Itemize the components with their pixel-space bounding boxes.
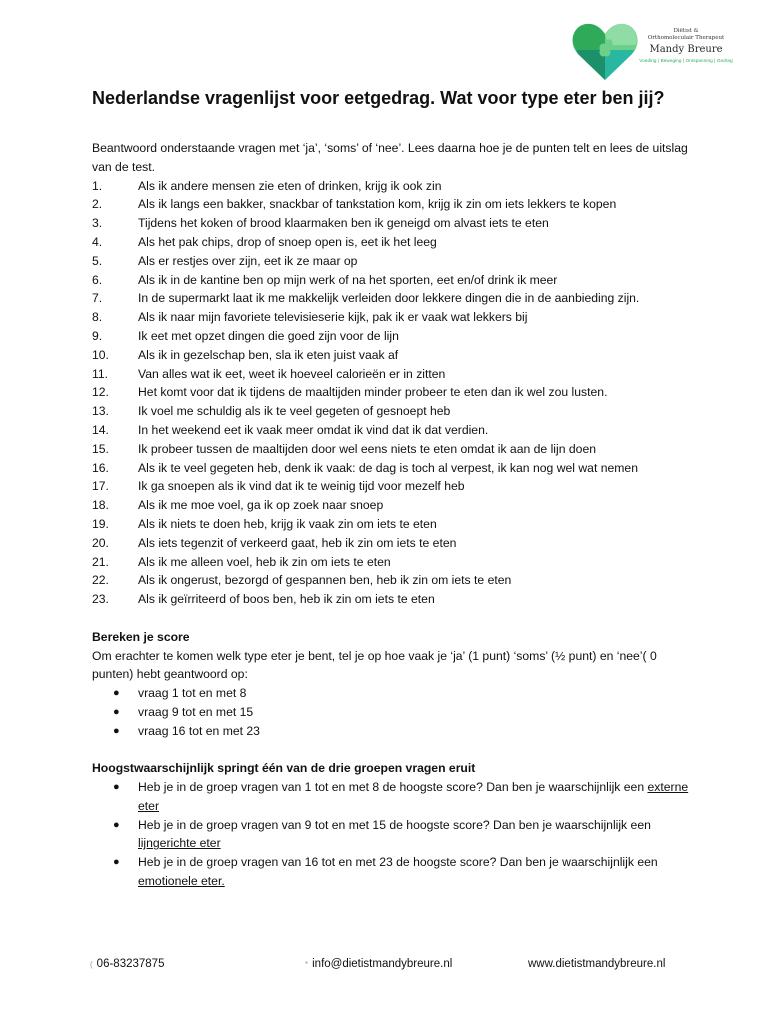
question-item (92, 365, 692, 384)
question-number: 14. (92, 422, 109, 437)
question-item (92, 327, 692, 346)
result-text-before: Heb je in de groep vragen van 1 tot en met 8 de hoogste score? Dan ben je waarschijnlijk een (138, 780, 648, 795)
question-number: 2. (92, 197, 103, 212)
question-text: Ik eet met opzet dingen die goed zijn voor de lijn (138, 328, 399, 343)
question-item (92, 402, 692, 421)
bullet-icon: ● (113, 818, 120, 831)
result-bullet-text (138, 853, 692, 891)
question-item (92, 553, 692, 572)
question-number: 6. (92, 272, 103, 287)
result-bullet-text (138, 816, 692, 854)
question-number: 8. (92, 310, 103, 325)
question-text: Het komt voor dat ik tijdens de maaltijden minder probeer te eten dan ik wel zou lusten. (138, 385, 608, 400)
question-item (92, 346, 692, 365)
question-text: Ik voel me schuldig als ik te veel gegeten of gesnoept heb (138, 404, 451, 419)
question-number: 12. (92, 385, 109, 400)
question-number: 10. (92, 347, 109, 362)
question-number: 19. (92, 516, 109, 531)
question-text: Als ik geïrriteerd of boos ben, heb ik zin om iets te eten (138, 592, 435, 607)
score-bullet-list (92, 684, 692, 740)
question-number: 21. (92, 554, 109, 569)
question-number: 20. (92, 535, 109, 550)
question-number: 15. (92, 441, 109, 456)
question-text: Ik ga snoepen als ik vind dat ik te weinig tijd voor mezelf heb (138, 479, 465, 494)
question-text: Als het pak chips, drop of snoep open is, eet ik het leeg (138, 234, 437, 249)
question-item (92, 214, 692, 233)
footer-website: www.dietistmandybreure.nl (528, 958, 666, 970)
question-number: 11. (92, 366, 109, 381)
question-number: 22. (92, 573, 109, 588)
score-bullet-text: vraag 9 tot en met 15 (138, 704, 254, 719)
bullet-icon: ● (113, 705, 120, 718)
result-bullet (92, 816, 692, 854)
question-list (92, 177, 692, 609)
question-text: Als ik me moe voel, ga ik op zoek naar snoep (138, 498, 384, 513)
score-heading: Bereken je score (92, 629, 190, 644)
question-text: Als ik in de kantine ben op mijn werk of na het sporten, eet en/of drink ik meer (138, 272, 558, 287)
score-bullet-text: vraag 1 tot en met 8 (138, 686, 247, 701)
question-number: 5. (92, 253, 103, 268)
logo-name: Mandy Breure (649, 44, 723, 55)
heart-puzzle-logo-icon (570, 18, 640, 84)
logo-tagline: Voeding | Beweging | Ontspanning | Gedrag (639, 58, 733, 63)
document-body (92, 139, 692, 891)
footer-email (305, 958, 452, 970)
question-item (92, 233, 692, 252)
question-item (92, 271, 692, 290)
question-number: 3. (92, 216, 103, 231)
score-bullet (92, 703, 692, 722)
question-number: 16. (92, 460, 109, 475)
question-text: Van alles wat ik eet, weet ik hoeveel calorieën er in zitten (138, 366, 446, 381)
eater-type-link[interactable]: emotionele eter. (138, 874, 225, 889)
result-heading: Hoogstwaarschijnlijk springt één van de drie groepen vragen eruit (92, 761, 476, 776)
logo-line-1: Diëtist & (673, 28, 699, 34)
question-number: 7. (92, 291, 103, 306)
question-text: Ik probeer tussen de maaltijden door wel eens niets te eten omdat ik aan de lijn doen (138, 441, 596, 456)
question-text: Als ik langs een bakker, snackbar of tankstation kom, krijg ik zin om iets lekkers te kopen (138, 197, 617, 212)
question-item (92, 571, 692, 590)
result-text-before: Heb je in de groep vragen van 16 tot en met 23 de hoogste score? Dan ben je waarschijnlijk een (138, 855, 658, 870)
question-text: Als ik niets te doen heb, krijg ik vaak zin om iets te eten (138, 516, 437, 531)
question-text: In het weekend eet ik vaak meer omdat ik vind dat ik dat verdien. (138, 422, 489, 437)
question-number: 9. (92, 328, 103, 343)
result-bullet (92, 853, 692, 891)
question-text: Als ik me alleen voel, heb ik zin om iets te eten (138, 554, 391, 569)
question-item (92, 477, 692, 496)
question-text: Als er restjes over zijn, eet ik ze maar op (138, 253, 358, 268)
question-item (92, 534, 692, 553)
logo-line-2: Orthomoleculair Therapeut (647, 35, 725, 41)
question-text: Als ik naar mijn favoriete televisieserie kijk, pak ik er vaak wat lekkers bij (138, 310, 528, 325)
question-number: 23. (92, 592, 109, 607)
phone-number: 06-83237875 (96, 958, 165, 970)
question-number: 18. (92, 498, 109, 513)
question-number: 17. (92, 479, 109, 494)
result-text-before: Heb je in de groep vragen van 9 tot en met 15 de hoogste score? Dan ben je waarschijnlijk een (138, 817, 651, 832)
score-bullet (92, 684, 692, 703)
question-text: Tijdens het koken of brood klaarmaken ben ik geneigd om alvast iets te eten (138, 216, 549, 231)
question-item (92, 252, 692, 271)
bullet-icon: ● (113, 687, 120, 700)
result-bullet (92, 778, 692, 816)
question-item (92, 459, 692, 478)
question-text: In de supermarkt laat ik me makkelijk verleiden door lekkere dingen die in de aanbieding zijn. (138, 291, 640, 306)
bullet-icon: ● (113, 724, 120, 737)
bullet-icon: ● (113, 781, 120, 794)
bullet-icon: ● (113, 856, 120, 869)
question-item (92, 496, 692, 515)
question-text: Als ik in gezelschap ben, sla ik eten juist vaak af (138, 347, 399, 362)
question-text: Als ik te veel gegeten heb, denk ik vaak: de dag is toch al verpest, ik kan nog wel wat nemen (138, 460, 638, 475)
question-text: Als iets tegenzit of verkeerd gaat, heb ik zin om iets te eten (138, 535, 457, 550)
logo (570, 18, 735, 84)
email-address: info@dietistmandybreure.nl (312, 958, 453, 970)
page-title: Nederlandse vragenlijst voor eetgedrag. Wat voor type eter ben jij? (92, 88, 665, 108)
question-text: Als ik ongerust, bezorgd of gespannen ben, heb ik zin om iets te eten (138, 573, 512, 588)
question-number: 4. (92, 234, 103, 249)
score-text: Om erachter te komen welk type eter je bent, tel je op hoe vaak je ‘ja’ (1 punt) ‘soms’ (½ punt) en ‘nee’( 0 punten) hebt geantwoord op: (92, 648, 657, 682)
question-item (92, 308, 692, 327)
eater-type-link[interactable]: externe eter (138, 780, 689, 813)
question-item (92, 289, 692, 308)
result-bullet-list (92, 778, 692, 891)
footer-phone (90, 958, 164, 970)
question-item (92, 440, 692, 459)
question-item (92, 177, 692, 196)
eater-type-link[interactable]: lijngerichte eter (138, 836, 221, 851)
question-item (92, 195, 692, 214)
score-bullet-text: vraag 16 tot en met 23 (138, 723, 260, 738)
question-item (92, 421, 692, 440)
question-text: Als ik andere mensen zie eten of drinken, krijg ik ook zin (138, 178, 442, 193)
phone-icon: ( (90, 960, 93, 969)
question-number: 13. (92, 404, 109, 419)
question-item (92, 515, 692, 534)
score-bullet (92, 722, 692, 741)
question-item (92, 383, 692, 402)
result-bullet-text (138, 778, 692, 816)
question-item (92, 590, 692, 609)
intro-text: Beantwoord onderstaande vragen met ‘ja’, ‘soms’ of ‘nee’. Lees daarna hoe je de punten telt en lees de uitslag van de test. (92, 141, 688, 174)
email-icon: * (305, 960, 309, 969)
question-number: 1. (92, 178, 103, 193)
